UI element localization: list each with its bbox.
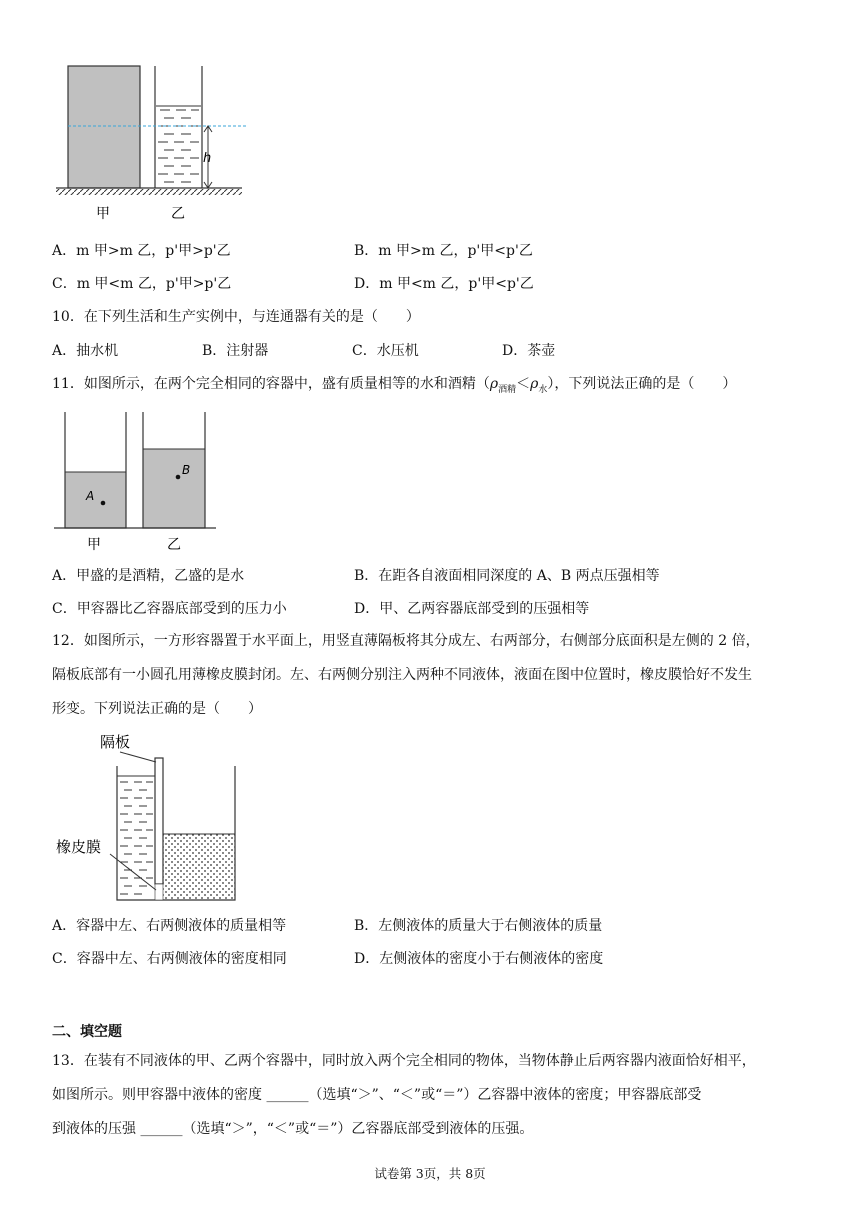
- rubber-membrane: [155, 884, 163, 900]
- h-label: h: [203, 151, 212, 166]
- point-b: [176, 475, 181, 480]
- page-footer: 试卷第 3页，共 8页: [374, 1166, 486, 1181]
- q10-option-c: C．水压机: [352, 343, 419, 359]
- sub-water: 水: [538, 384, 548, 395]
- q11-stem-before: 11．如图所示，在两个完全相同的容器中，盛有质量相等的水和酒精（: [52, 376, 490, 392]
- label-jia-q11: 甲: [87, 537, 101, 553]
- q9-option-d: D．m 甲<m 乙，p'甲<p'乙: [354, 276, 534, 292]
- label-jia: 甲: [96, 206, 110, 222]
- q9-option-b: B．m 甲>m 乙，p'甲<p'乙: [354, 243, 533, 259]
- section-title: 二、填空题: [52, 1024, 122, 1040]
- q10-option-d: D．茶壶: [502, 343, 556, 359]
- q13-line3: 到液体的压强 ______（选填“＞”，“＜”或“＝”）乙容器底部受到液体的压强。: [52, 1121, 534, 1137]
- liquid-yi: [156, 106, 201, 188]
- q12-stem-line1: 12．如图所示，一方形容器置于水平面上，用竖直薄隔板将其分成左、右两部分，右侧部分底面积是左侧的 2 倍，: [52, 633, 760, 649]
- q11-stem: [52, 374, 736, 400]
- q12-option-a: A．容器中左、右两侧液体的质量相等: [52, 918, 287, 934]
- liquid-yi-q11: [143, 449, 205, 528]
- q13-line2: 如图所示。则甲容器中液体的密度 ______（选填“＞”、“＜”或“＝”）乙容器中液体的密度；甲容器底部受: [52, 1087, 702, 1103]
- q12-stem-line3: 形变。下列说法正确的是（ ）: [52, 701, 262, 717]
- less-than: ＜: [516, 376, 531, 392]
- rho-water: ρ: [530, 376, 539, 392]
- q11-option-a: A．甲盛的是酒精，乙盛的是水: [52, 568, 245, 584]
- partition-label: 隔板: [100, 733, 131, 751]
- q13-line1: 13．在装有不同液体的甲、乙两个容器中，同时放入两个完全相同的物体，当物体静止后两容器内液面恰好相平，: [52, 1053, 756, 1069]
- liquid-jia: [65, 472, 126, 528]
- right-liquid: [163, 834, 235, 900]
- q11-option-b: B．在距各自液面相同深度的 A、B 两点压强相等: [354, 568, 660, 584]
- q12-option-b: B．左侧液体的质量大于右侧液体的质量: [354, 918, 603, 934]
- point-a-label: A: [86, 489, 95, 503]
- partition-board: [155, 758, 163, 884]
- q12-stem-line2: 隔板底部有一小圆孔用薄橡皮膜封闭。左、右两侧分别注入两种不同液体，液面在图中位置时，橡皮膜恰好不发生: [52, 667, 752, 683]
- q9-option-c: C．m 甲<m 乙，p'甲>p'乙: [52, 276, 232, 292]
- sub-alcohol: 酒精: [498, 384, 517, 395]
- label-yi: 乙: [171, 206, 185, 222]
- q11-stem-after: ），下列说法正确的是（ ）: [547, 376, 737, 392]
- q12-option-c: C．容器中左、右两侧液体的密度相同: [52, 951, 287, 967]
- rho-alcohol: ρ: [489, 376, 499, 392]
- q9-figure: [50, 60, 260, 230]
- q10-option-b: B．注射器: [202, 343, 269, 359]
- q12-option-d: D．左侧液体的密度小于右侧液体的密度: [354, 951, 604, 967]
- q11-figure: [50, 406, 220, 558]
- q11-option-d: D．甲、乙两容器底部受到的压强相等: [354, 601, 590, 617]
- q12-figure: [50, 728, 250, 904]
- q11-option-c: C．甲容器比乙容器底部受到的压力小: [52, 601, 287, 617]
- label-yi-q11: 乙: [167, 537, 181, 553]
- left-liquid: [117, 776, 155, 900]
- point-a: [101, 501, 106, 506]
- solid-block-jia: [68, 66, 140, 188]
- q9-option-a: A．m 甲>m 乙，p'甲>p'乙: [52, 243, 231, 259]
- point-b-label: B: [182, 463, 191, 477]
- q10-option-a: A．抽水机: [52, 343, 119, 359]
- membrane-label: 橡皮膜: [56, 838, 102, 856]
- q10-stem: 10．在下列生活和生产实例中，与连通器有关的是（ ）: [52, 309, 420, 325]
